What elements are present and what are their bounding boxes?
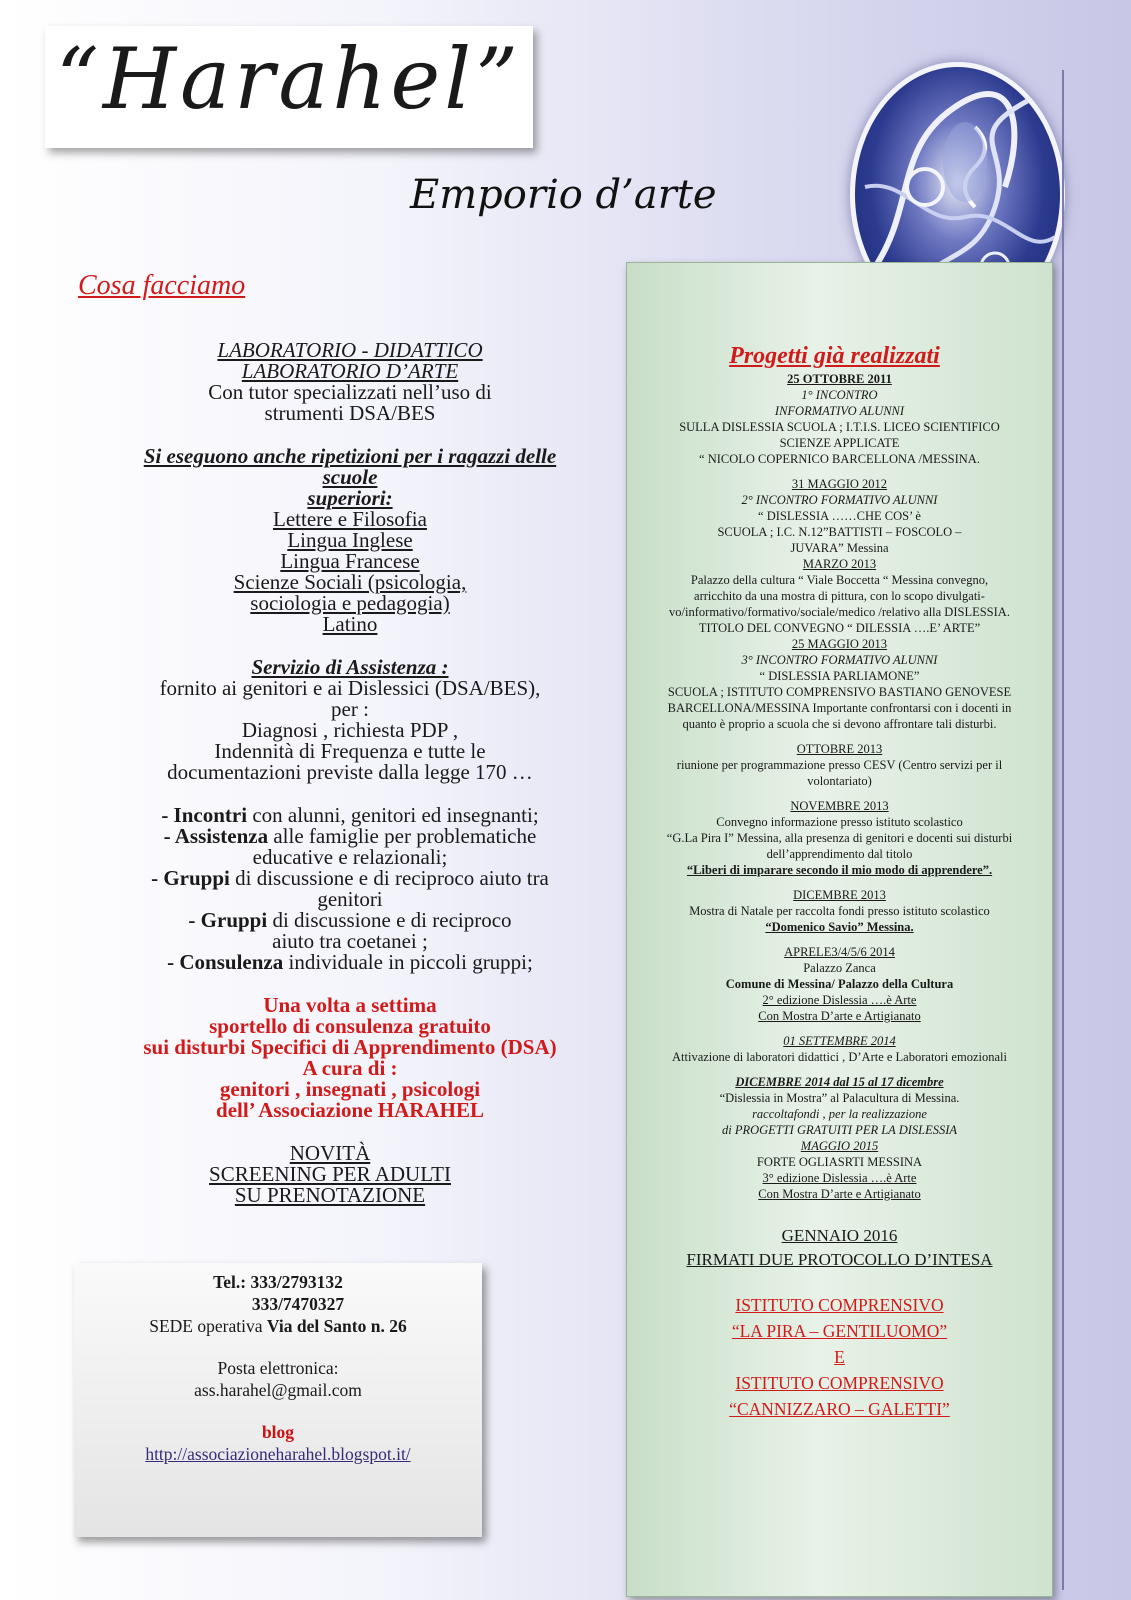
project-line: Attivazione di laboratori didattici , D’Arte e Laboratori emozionali (672, 1050, 1007, 1064)
tutor-line-1: Con tutor specializzati nell’uso di (208, 380, 492, 404)
project-line: “ DISLESSIA ……CHE COS’ è (758, 509, 921, 523)
subtitle: Emporio d’arte (410, 172, 717, 218)
servizio-line: per : (331, 697, 369, 721)
project-date: 31 MAGGIO 2012 (791, 477, 888, 491)
subject-item: Lettere e Filosofia (273, 507, 427, 531)
activity-line: - Incontri con alunni, genitori ed insegnanti; (161, 803, 539, 827)
vertical-divider-line (1062, 70, 1064, 1590)
project-line: volontariato) (807, 774, 872, 788)
project-line: JUVARA” Messina (790, 541, 889, 555)
project-line: “Dislessia in Mostra” al Palacultura di Messina. (719, 1091, 960, 1105)
left-column (60, 270, 640, 1206)
istituto-line: “LA PIRA – GENTILUOMO” (731, 1321, 948, 1341)
project-line: di PROGETTI GRATUITI PER LA DISLESSIA (721, 1123, 958, 1137)
project-line: 3° edizione Dislessia ….è Arte (762, 1171, 917, 1185)
project-date: 25 OTTOBRE 2011 (787, 372, 892, 386)
project-line: Palazzo Zanca (803, 961, 876, 975)
projects-title: Progetti già realizzati (729, 343, 940, 369)
activity-line: aiuto tra coetanei ; (272, 929, 428, 953)
project-line: Con Mostra D’arte e Artigianato (758, 1009, 921, 1023)
project-line: “ DISLESSIA PARLIAMONE” (759, 669, 920, 683)
sede-line: SEDE operativa Via del Santo n. 26 (149, 1316, 407, 1336)
project-line: Palazzo della cultura “ Viale Boccetta “ Messina convegno, (690, 573, 989, 587)
project-line: SCUOLA ; ISTITUTO COMPRENSIVO BASTIANO GENOVESE (667, 685, 1012, 699)
project-line: “G.La Pira I” Messina, alla presenza di genitori e docenti sui disturbi (666, 831, 1013, 845)
sportello-line: Una volta a settima (263, 993, 437, 1017)
istituto-line: E (834, 1347, 845, 1367)
project-date: OTTOBRE 2013 (796, 742, 883, 756)
activity-line: - Assistenza alle famiglie per problematiche (163, 824, 537, 848)
project-line: SCUOLA ; I.C. N.12”BATTISTI – FOSCOLO – (717, 525, 962, 539)
project-line: SCIENZE APPLICATE (779, 436, 900, 450)
subject-item: Scienze Sociali (psicologia, (233, 570, 467, 594)
project-line: Con Mostra D’arte e Artigianato (758, 1187, 921, 1201)
sportello-line: dell’ Associazione HARAHEL (216, 1098, 484, 1122)
sportello-line: sportello di consulenza gratuito (209, 1014, 491, 1038)
novita-line: SCREENING PER ADULTI (209, 1162, 451, 1186)
servizio-line: documentazioni previste dalla legge 170 … (167, 760, 533, 784)
section-heading: Cosa facciamo (78, 270, 246, 301)
logo-text: “Harahel” (55, 30, 523, 128)
ripetizioni-line-2: scuole (322, 465, 378, 489)
servizio-line: fornito ai genitori e ai Dislessici (DSA/BES), (159, 676, 541, 700)
subject-item: Latino (322, 612, 378, 636)
project-line: SULLA DISLESSIA SCUOLA ; I.T.I.S. LICEO SCIENTIFICO (679, 420, 1000, 434)
tutor-line-2: strumenti DSA/BES (264, 401, 436, 425)
project-date: MARZO 2013 (802, 557, 877, 571)
gennaio-title: GENNAIO 2016 (781, 1226, 898, 1245)
project-line: BARCELLONA/MESSINA Importante confrontarsi con i docenti in (667, 701, 1012, 715)
project-date: NOVEMBRE 2013 (790, 799, 889, 813)
lab-line-2: LABORATORIO D’ARTE (241, 359, 459, 383)
project-line: 2° INCONTRO FORMATIVO ALUNNI (741, 493, 938, 507)
sportello-line: genitori , insegnati , psicologi (219, 1077, 481, 1101)
project-date: MAGGIO 2015 (800, 1139, 879, 1153)
activity-line: educative e relazionali; (252, 845, 448, 869)
project-line: “Domenico Savio” Messina. (765, 920, 914, 934)
subject-item: sociologia e pedagogia) (250, 591, 450, 615)
project-date: APRELE3/4/5/6 2014 (784, 945, 895, 959)
project-date: 25 MAGGIO 2013 (791, 637, 888, 651)
project-line: Mostra di Natale per raccolta fondi presso istituto scolastico (689, 904, 990, 918)
subject-item: Lingua Inglese (287, 528, 413, 552)
ripetizioni-line-1: Si eseguono anche ripetizioni per i ragazzi delle (143, 444, 557, 468)
project-line: TITOLO DEL CONVEGNO “ DILESSIA ….E’ ARTE” (698, 621, 981, 635)
ripetizioni-line-3: superiori: (307, 486, 393, 510)
project-line: Comune di Messina/ Palazzo della Cultura (725, 977, 954, 991)
phone-line-2: 333/7470327 (251, 1294, 345, 1314)
novita-line: SU PRENOTAZIONE (234, 1183, 426, 1207)
project-date: DICEMBRE 2014 dal 15 al 17 dicembre (735, 1075, 944, 1089)
subject-item: Lingua Francese (280, 549, 420, 573)
sportello-line: sui disturbi Specifici di Apprendimento (DSA) (143, 1035, 557, 1059)
istituto-line: ISTITUTO COMPRENSIVO (735, 1295, 944, 1315)
blog-label: blog (261, 1422, 295, 1442)
phone-line-1: Tel.: 333/2793132 (213, 1272, 343, 1292)
email-label: Posta elettronica: (217, 1358, 339, 1378)
project-line: Convegno informazione presso istituto scolastico (716, 815, 963, 829)
project-line: 2° edizione Dislessia ….è Arte (762, 993, 917, 1007)
blog-link[interactable]: http://associazioneharahel.blogspot.it/ (145, 1444, 411, 1464)
project-line: vo/informativo/formativo/sociale/medico /relativo alla DISLESSIA. (669, 605, 1010, 619)
lab-line-1: LABORATORIO - DIDATTICO (217, 338, 483, 362)
projects-panel (626, 262, 1053, 1597)
activity-line: genitori (317, 887, 383, 911)
project-line: riunione per programmazione presso CESV (Centro servizi per il (676, 758, 1003, 772)
servizio-title: Servizio di Assistenza : (251, 655, 449, 679)
project-line: arricchito da una mostra di pittura, con lo scopo divulgati- (694, 589, 985, 603)
project-line: 3° INCONTRO FORMATIVO ALUNNI (741, 653, 938, 667)
project-date: 01 SETTEMBRE 2014 (783, 1034, 896, 1048)
gennaio-subtitle: FIRMATI DUE PROTOCOLLO D’INTESA (686, 1250, 993, 1269)
project-line: FORTE OGLIASRTI MESSINA (756, 1155, 923, 1169)
project-line: raccoltafondi , per la realizzazione (752, 1107, 927, 1121)
servizio-line: Diagnosi , richiesta PDP , (241, 718, 459, 742)
servizio-line: Indennità di Frequenza e tutte le (214, 739, 486, 763)
sportello-line: A cura di : (302, 1056, 398, 1080)
activity-line: - Gruppi di discussione e di reciproco aiuto tra (151, 866, 549, 890)
istituto-line: “CANNIZZARO – GALETTI” (729, 1399, 950, 1419)
novita-line: NOVITÀ (289, 1141, 371, 1165)
email-address[interactable]: ass.harahel@gmail.com (194, 1380, 362, 1400)
project-line: 1° INCONTRO (801, 388, 878, 402)
project-line: “Liberi di imparare secondo il mio modo di apprendere”. (686, 863, 993, 877)
project-date: DICEMBRE 2013 (793, 888, 886, 902)
project-line: “ NICOLO COPERNICO BARCELLONA /MESSINA. (699, 452, 980, 466)
project-line: quanto è proprio a scuola che si devono affrontare tali disturbi. (682, 717, 997, 731)
activity-line: - Consulenza individuale in piccoli gruppi; (167, 950, 533, 974)
contact-box (74, 1263, 482, 1537)
activity-line: - Gruppi di discussione e di reciproco (188, 908, 512, 932)
logo-box (45, 26, 533, 148)
istituto-line: ISTITUTO COMPRENSIVO (735, 1373, 944, 1393)
project-line: INFORMATIVO ALUNNI (774, 404, 905, 418)
project-line: dell’apprendimento dal titolo (766, 847, 913, 861)
